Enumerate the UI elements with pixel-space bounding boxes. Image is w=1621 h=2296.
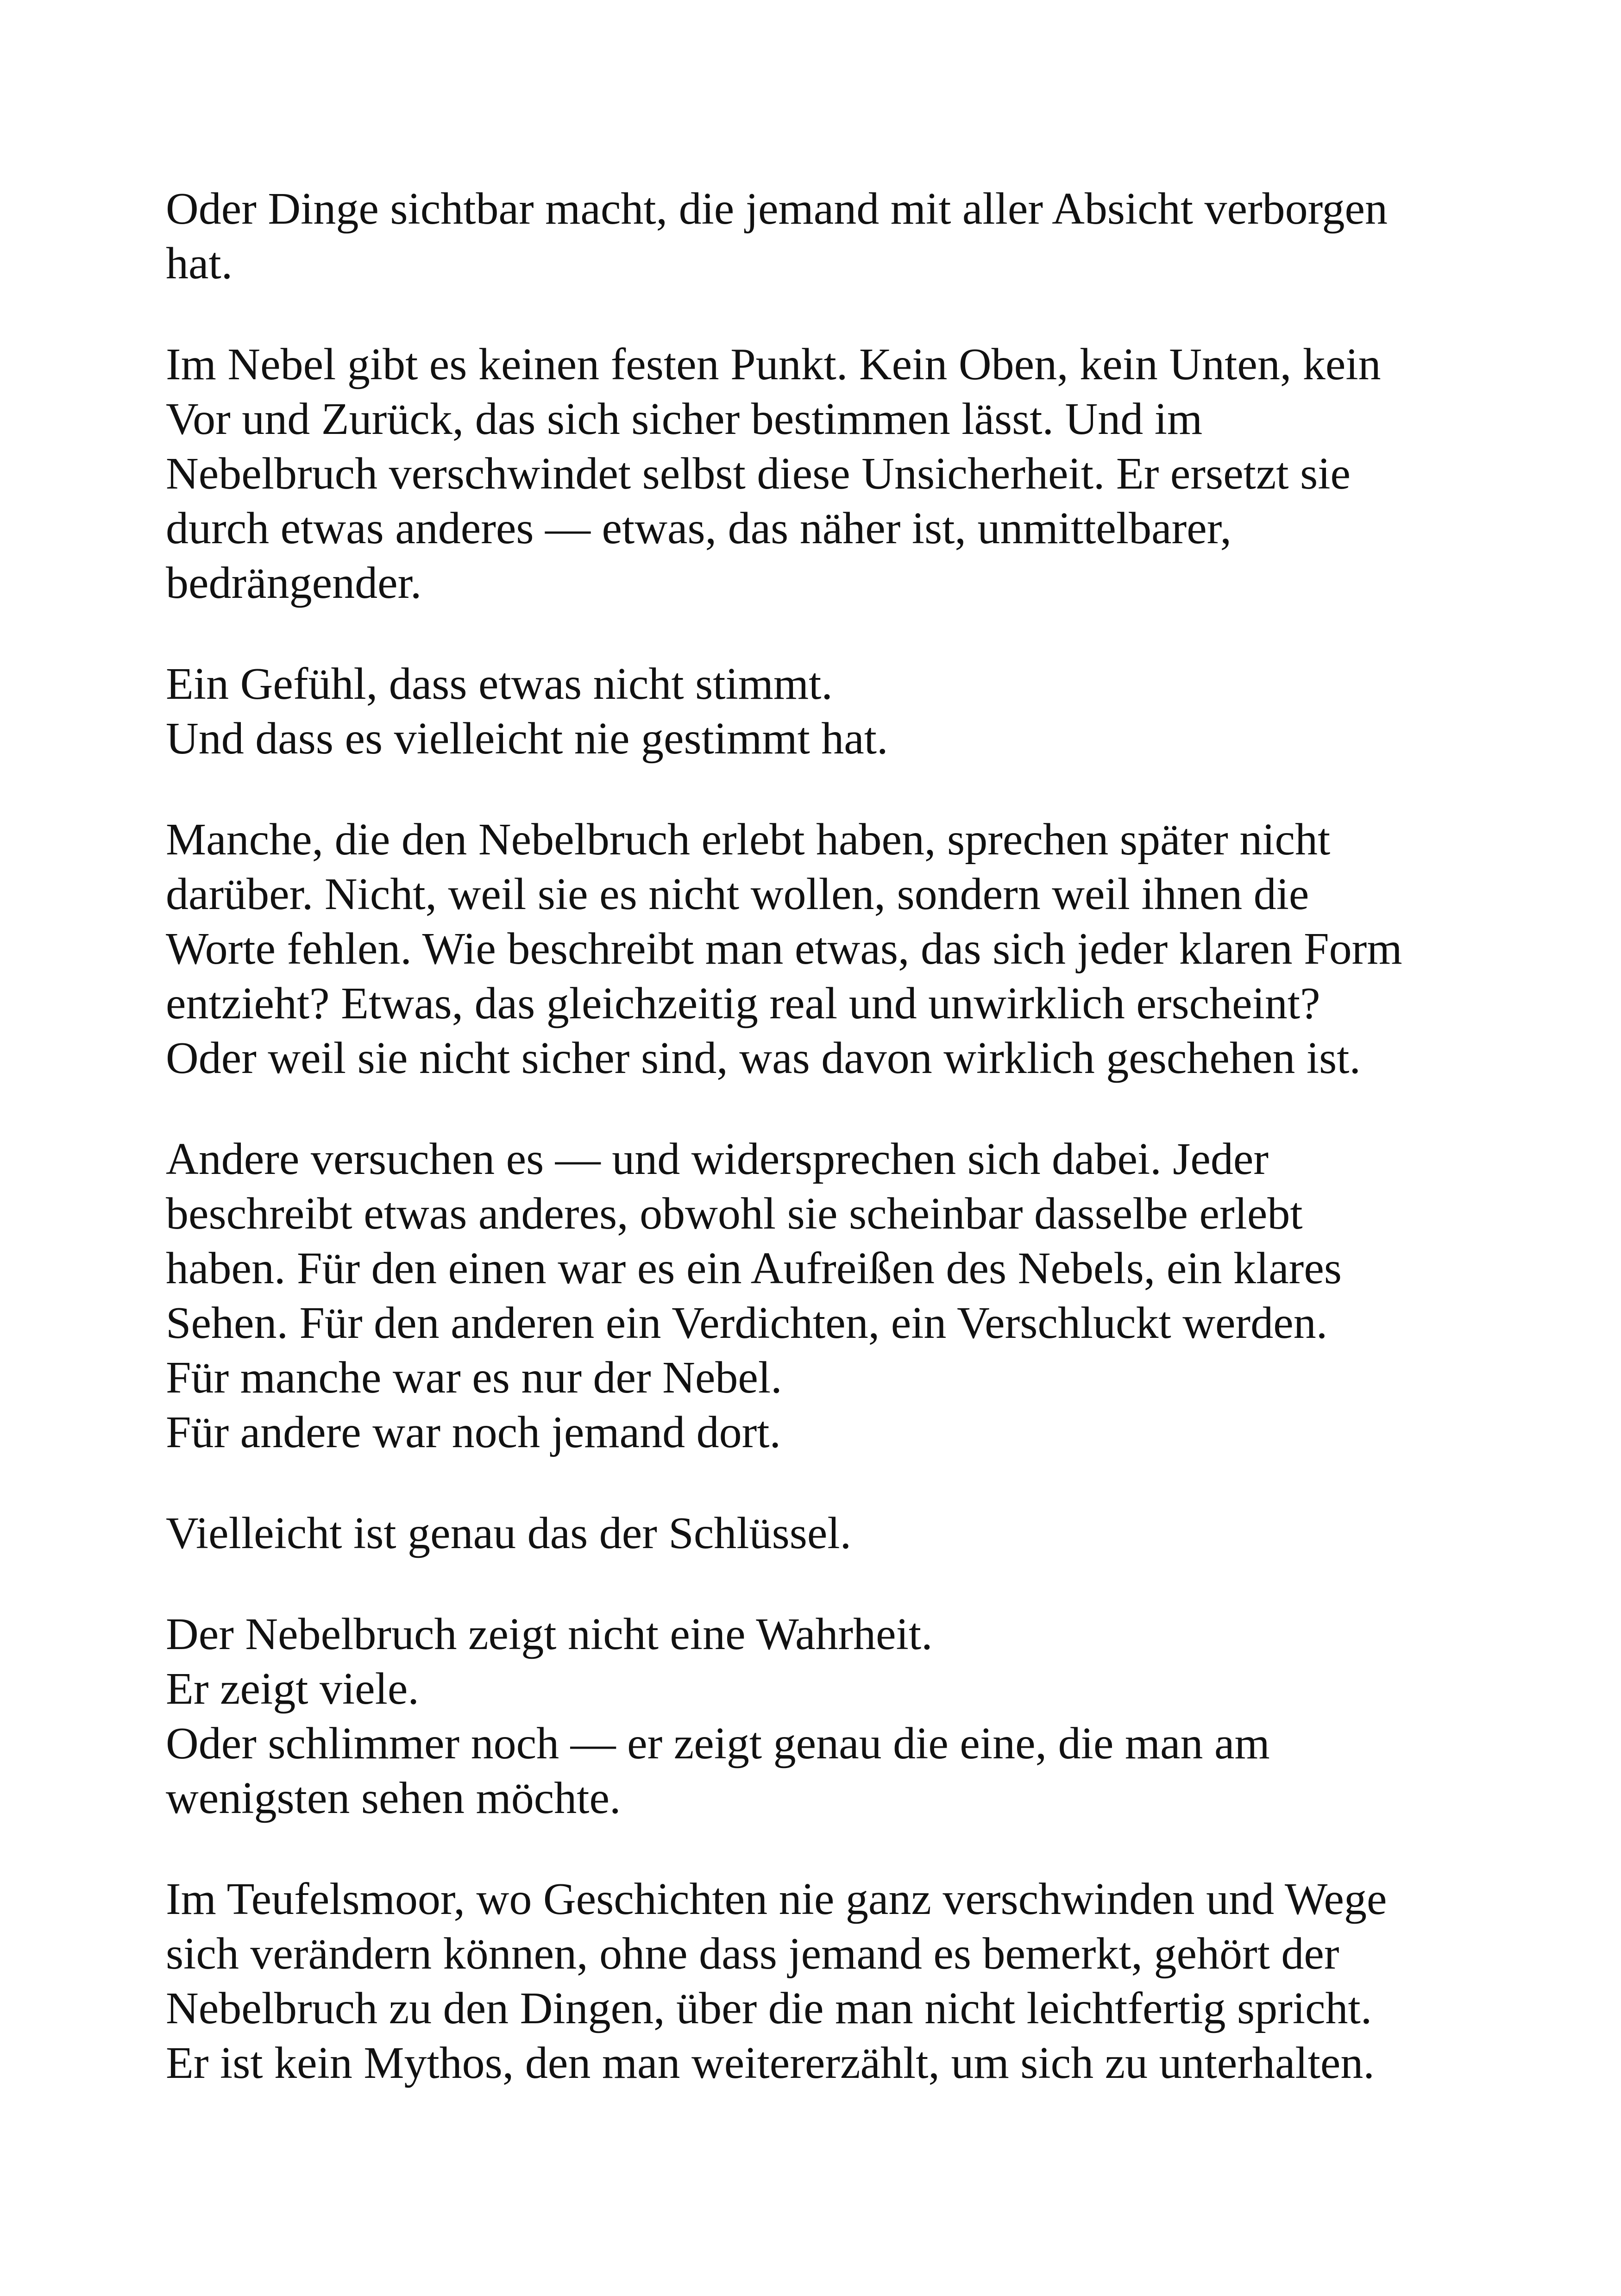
text-line: Ein Gefühl, dass etwas nicht stimmt. (166, 659, 833, 709)
text-line: Oder weil sie nicht sicher sind, was davon wirklich geschehen ist. (166, 1033, 1361, 1083)
paragraph (166, 812, 1463, 1085)
text-line: beschreibt etwas anderes, obwohl sie scheinbar dasselbe erlebt (166, 1189, 1303, 1239)
text-line: Für manche war es nur der Nebel. (166, 1353, 782, 1403)
paragraph (166, 1506, 1463, 1561)
text-line: Andere versuchen es — und widersprechen sich dabei. Jeder (166, 1134, 1269, 1184)
text-line: haben. Für den einen war es ein Aufreißen des Nebels, ein klares (166, 1243, 1342, 1293)
text-line: darüber. Nicht, weil sie es nicht wollen, sondern weil ihnen die (166, 869, 1309, 919)
text-line: Oder schlimmer noch — er zeigt genau die eine, die man am (166, 1719, 1270, 1769)
text-line: bedrängender. (166, 558, 422, 608)
text-line: Für andere war noch jemand dort. (166, 1407, 781, 1457)
text-line: durch etwas anderes — etwas, das näher ist, unmittelbarer, (166, 503, 1231, 553)
paragraph (166, 657, 1463, 766)
text-line: Worte fehlen. Wie beschreibt man etwas, das sich jeder klaren Form (166, 924, 1402, 974)
text-line: wenigsten sehen möchte. (166, 1773, 621, 1823)
text-line: Und dass es vielleicht nie gestimmt hat. (166, 714, 888, 764)
text-line: Vor und Zurück, das sich sicher bestimmen lässt. Und im (166, 394, 1203, 444)
paragraph (166, 337, 1463, 610)
paragraph (166, 1132, 1463, 1460)
text-line: sich verändern können, ohne dass jemand es bemerkt, gehört der (166, 1929, 1339, 1979)
text-line: Im Nebel gibt es keinen festen Punkt. Kein Oben, kein Unten, kein (166, 339, 1381, 389)
text-line: Im Teufelsmoor, wo Geschichten nie ganz verschwinden und Wege (166, 1874, 1387, 1924)
text-line: Nebelbruch zu den Dingen, über die man nicht leichtfertig spricht. (166, 1983, 1372, 2033)
paragraph (166, 1872, 1463, 2090)
paragraph (166, 182, 1463, 291)
text-line: Manche, die den Nebelbruch erlebt haben, sprechen später nicht (166, 815, 1331, 865)
body-text (166, 182, 1463, 2137)
text-line: entzieht? Etwas, das gleichzeitig real und unwirklich erscheint? (166, 979, 1320, 1029)
text-line: Er ist kein Mythos, den man weitererzählt, um sich zu unterhalten. (166, 2038, 1375, 2088)
text-line: Vielleicht ist genau das der Schlüssel. (166, 1508, 852, 1558)
text-line: Sehen. Für den anderen ein Verdichten, ein Verschluckt werden. (166, 1298, 1328, 1348)
text-line: Der Nebelbruch zeigt nicht eine Wahrheit. (166, 1609, 933, 1659)
text-line: Er zeigt viele. (166, 1664, 419, 1714)
text-line: hat. (166, 238, 233, 289)
text-line: Nebelbruch verschwindet selbst diese Unsicherheit. Er ersetzt sie (166, 449, 1351, 499)
text-line: Oder Dinge sichtbar macht, die jemand mit aller Absicht verborgen (166, 184, 1388, 234)
paragraph (166, 1607, 1463, 1826)
